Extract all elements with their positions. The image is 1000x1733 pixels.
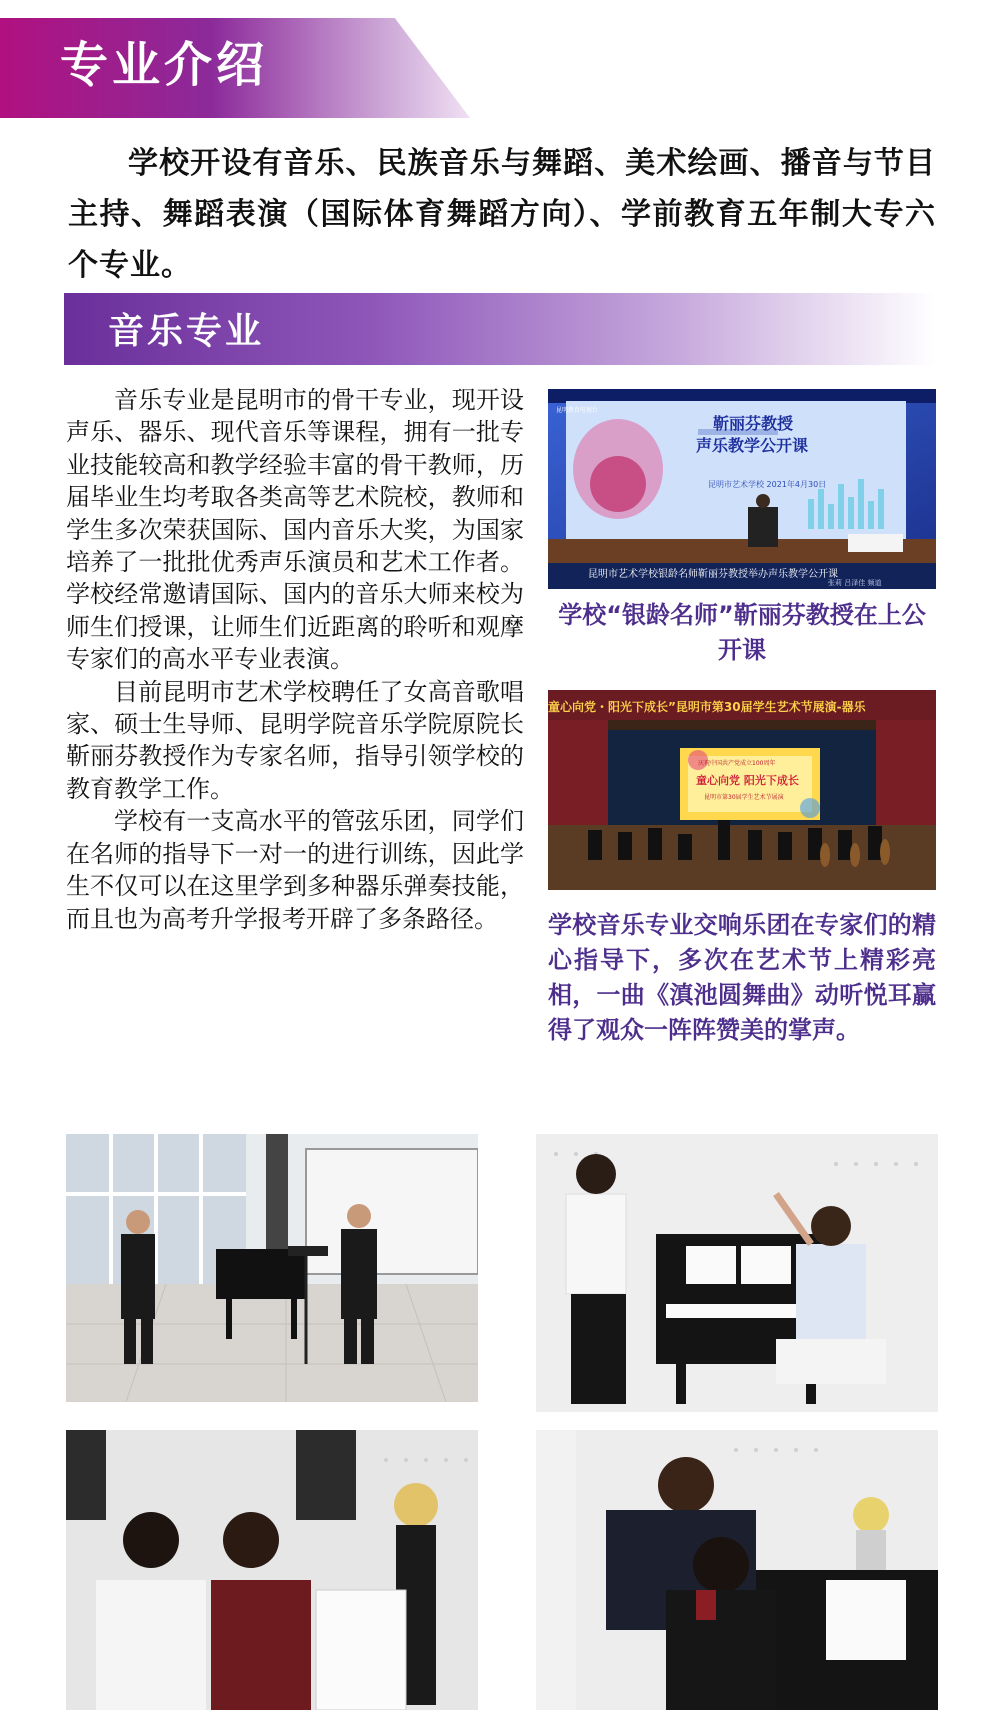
photo-caption: 学校音乐专业交响乐团在专家们的精心指导下，多次在艺术节上精彩亮相，一曲《滇池圆舞曲》动听悦耳赢得了观众一阵阵赞美的掌声。	[548, 911, 936, 1044]
photo-banner-line1: 靳丽芬教授	[713, 414, 794, 433]
intro-paragraph: 学校开设有音乐、民族音乐与舞蹈、美术绘画、播音与节目主持、舞蹈表演（国际体育舞蹈方向）、学前教育五年制大专六个专业。	[68, 146, 936, 283]
screen-line3: 昆明市第30届学生艺术节展演	[704, 794, 784, 801]
tv-logo: 昆明教育电视台	[556, 407, 599, 414]
page-title: 专业介绍	[60, 37, 269, 93]
photo-banner-line2: 声乐教学公开课	[696, 436, 809, 455]
voice-lesson-photo	[66, 1134, 478, 1402]
section-body	[66, 384, 524, 935]
piano-guidance-photo	[536, 1430, 938, 1710]
piano-lesson-photo	[536, 1134, 938, 1412]
body-paragraph: 学校有一支高水平的管弦乐团，同学们在名师的指导下一对一的进行训练，因此学生不仅可以在这里学到多种器乐弹奏技能，而且也为高考升学报考开辟了多条路径。	[66, 807, 524, 933]
body-paragraph: 音乐专业是昆明市的骨干专业，现开设声乐、器乐、现代音乐等课程，拥有一批专业技能较高和教学经验丰富的骨干教师，历届毕业生均考取各类高等艺术院校，教师和学生多次荣获国际、国内音乐大奖，为国家培养了一批批优秀声乐演员和艺术工作者。学校经常邀请国际、国内的音乐大师来校为师生们授课，让师生们近距离的聆听和观摩专家们的高水平专业表演。	[66, 386, 524, 674]
photo-subtitle: 昆明市艺术学校银龄名师靳丽芬教授举办声乐教学公开课	[588, 569, 838, 580]
photo-credits: 张莉 吕泽佳 频道	[828, 579, 882, 587]
screen-line1: 庆祝中国共产党成立100周年	[698, 760, 776, 767]
orchestra-photo	[548, 690, 936, 890]
photo-school-date: 昆明市艺术学校 2021年4月30日	[708, 480, 827, 489]
public-class-photo	[548, 389, 936, 589]
body-paragraph: 目前昆明市艺术学校聘任了女高音歌唱家、硕士生导师、昆明学院音乐学院原院长靳丽芬教授作为专家名师，指导引领学校的教育教学工作。	[66, 677, 524, 803]
piano-practice-photo	[66, 1430, 478, 1710]
section-title: 音乐专业	[108, 311, 265, 352]
photo-top-banner: 童心向党・阳光下成长”昆明市第30届学生艺术节展演-器乐	[548, 700, 866, 714]
screen-line2: 童心向党 阳光下成长	[696, 774, 799, 787]
photo-caption: 学校“银龄名师”靳丽芬教授在上公开课	[558, 601, 926, 664]
